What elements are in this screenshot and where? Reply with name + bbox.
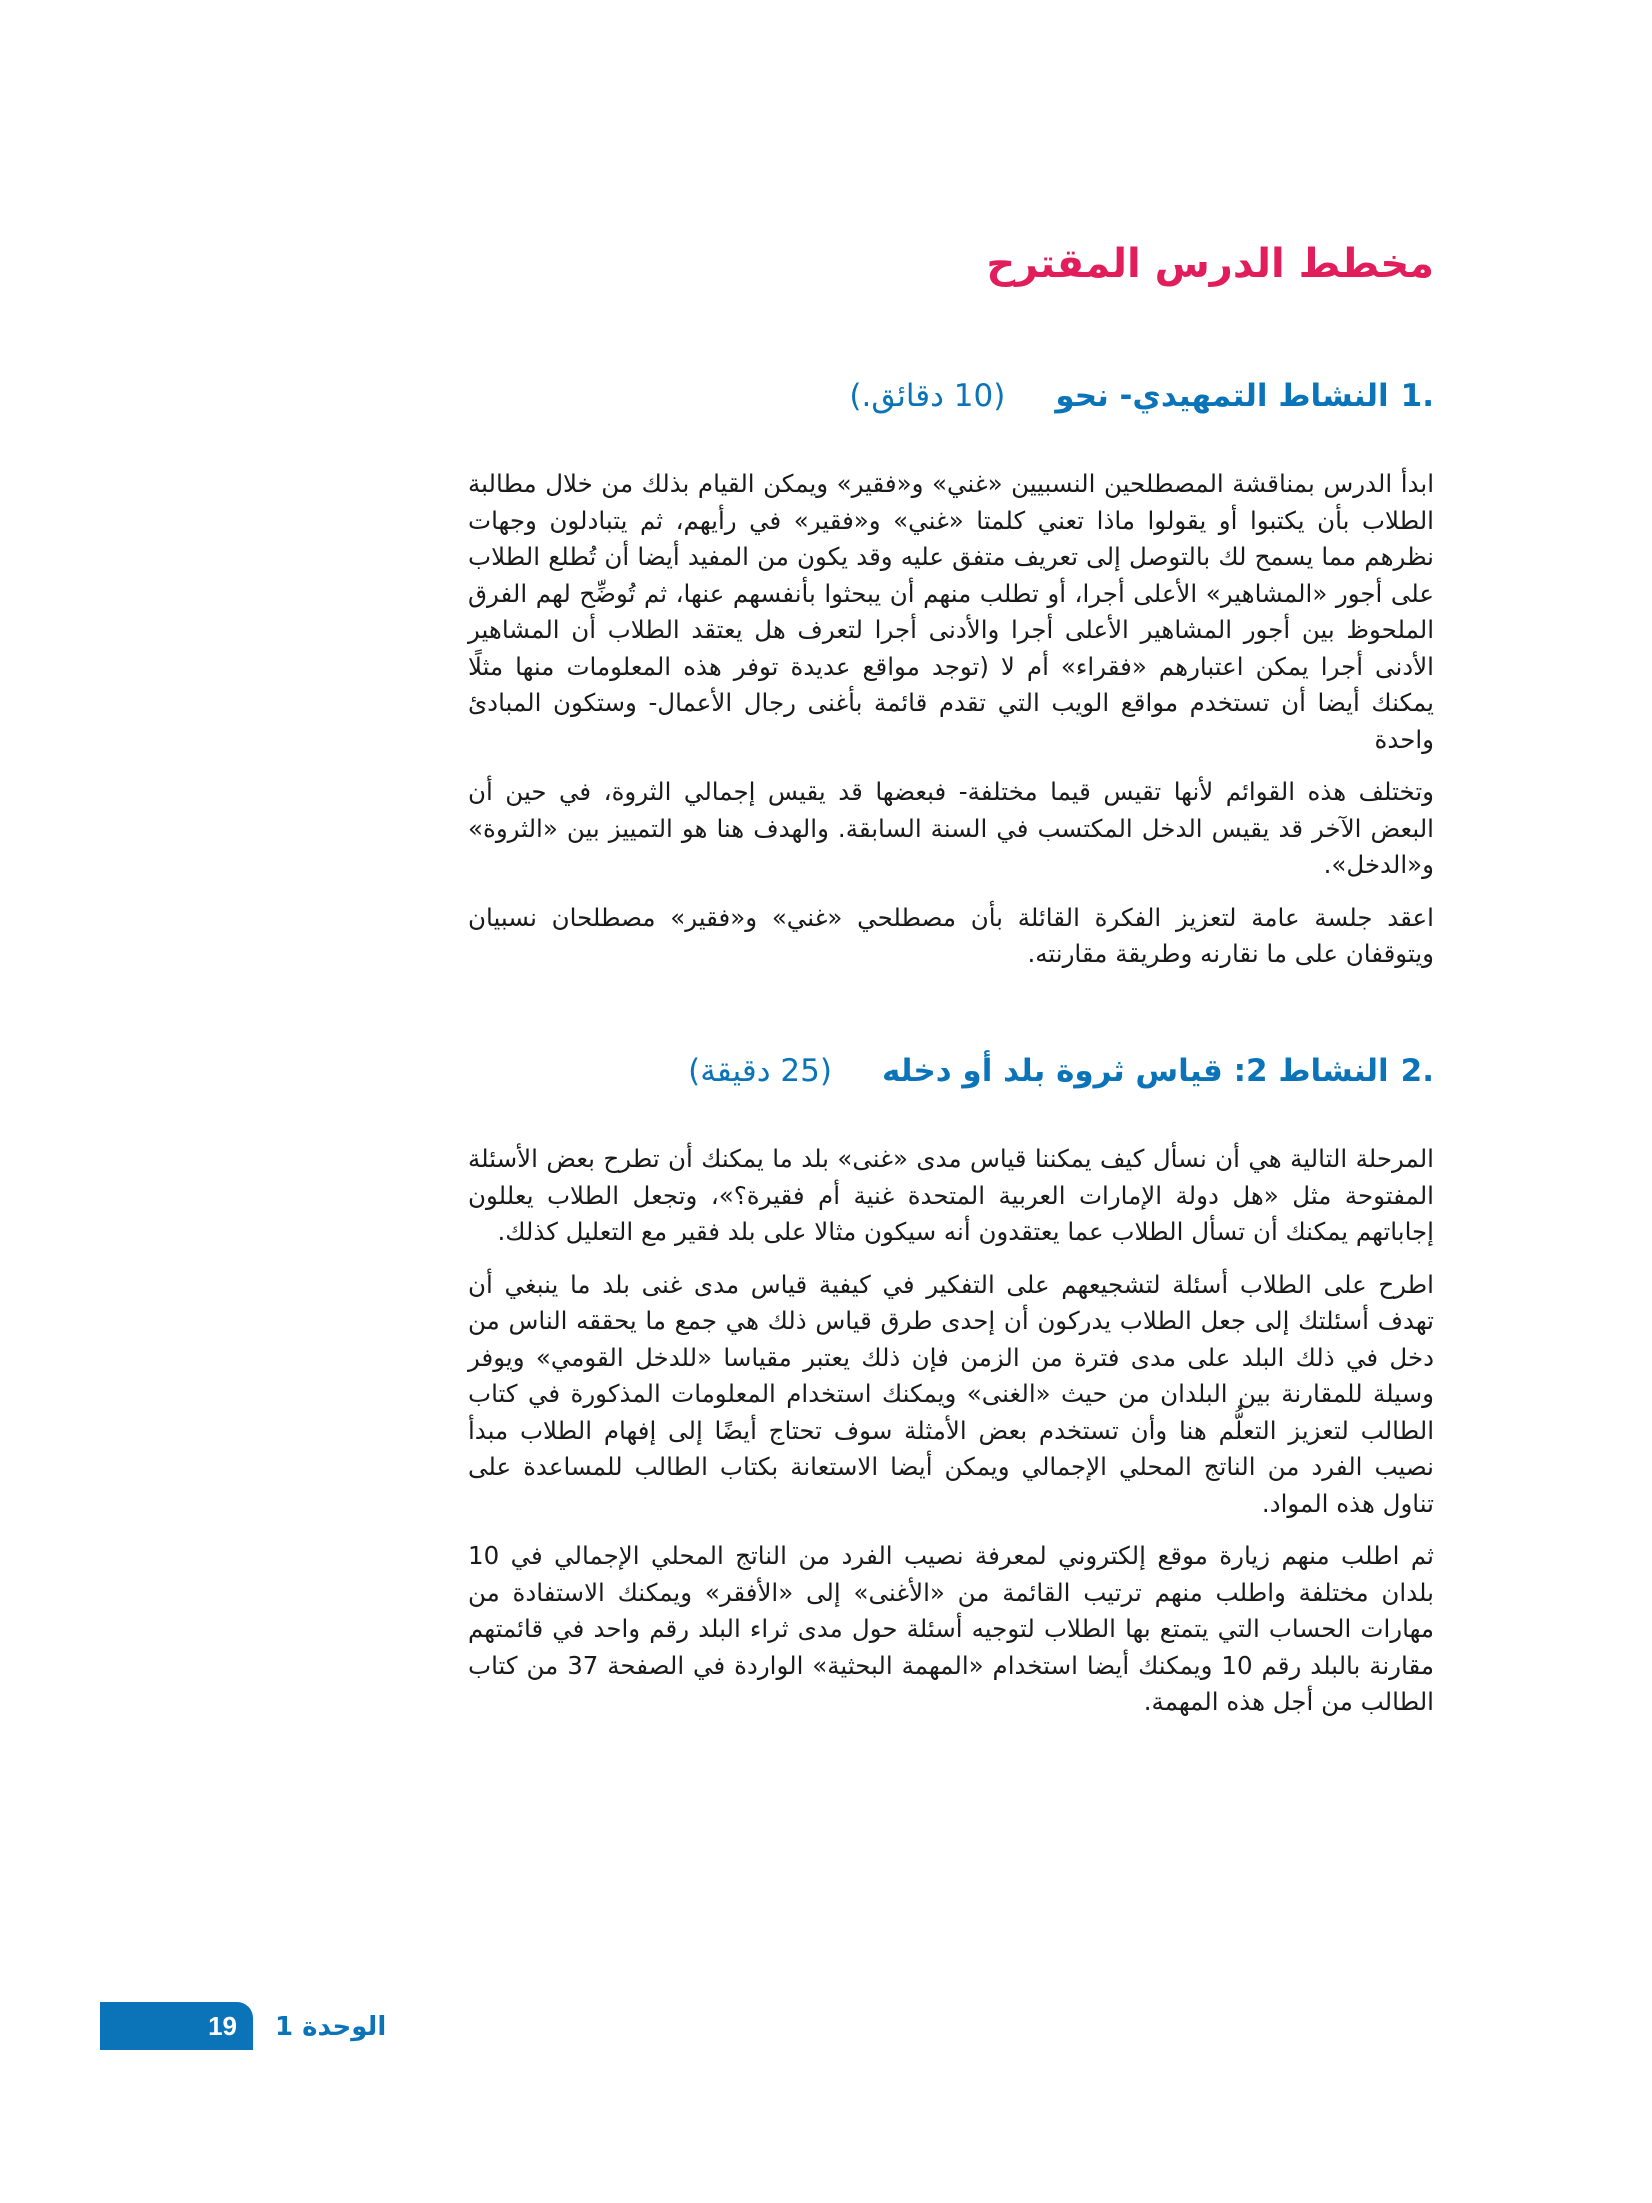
page-number-tab <box>100 2002 253 2050</box>
section-number: .1 <box>1400 378 1434 414</box>
page-number: 19 <box>208 2011 237 2041</box>
page-content <box>468 240 1434 1737</box>
section-spacer <box>468 989 1434 1051</box>
unit-label: الوحدة 1 <box>275 2012 387 2042</box>
section-duration: (25 دقيقة) <box>688 1052 832 1089</box>
paragraph: ثم اطلب منهم زيارة موقع إلكتروني لمعرفة نصيب الفرد من الناتج المحلي الإجمالي في 10 بلدان مختلفة واطلب منهم ترتيب القائمة من «الأغنى» إلى «الأفقر» ويمكنك الاستفادة من مهارات الحساب التي يتمتع بها الطلاب لتوجيه أسئلة حول مدى ثراء البلد رقم واحد في قائمتهم مقارنة بالبلد رقم 10 ويمكنك أيضا استخدام «المهمة البحثية» الواردة في الصفحة 37 من كتاب الطالب من أجل هذه المهمة. <box>468 1541 1434 1717</box>
paragraph: اطرح على الطلاب أسئلة لتشجيعهم على التفكير في كيفية قياس مدى غنى بلد ما ينبغي أن تهدف أسئلتك إلى جعل الطلاب يدركون أن إحدى طرق قياس ذلك هي جمع ما يحققه الناس من دخل في ذلك البلد على مدى فترة من الزمن فإن ذلك يعتبر مقياسا «للدخل القومي» ويوفر وسيلة للمقارنة بين البلدان من حيث «الغنى» ويمكنك استخدام المعلومات المذكورة في كتاب الطالب لتعزيز التعلُّم هنا وأن تستخدم بعض الأمثلة سوف تحتاج أيضًا إلى إفهام الطلاب مبدأ نصيب الفرد من الناتج المحلي الإجمالي ويمكن أيضا الاستعانة بكتاب الطالب للمساعدة على تناول هذه المواد. <box>468 1269 1434 1518</box>
section-title: النشاط 2: قياس ثروة بلد أو دخله <box>881 1052 1389 1089</box>
section-1 <box>468 376 1434 973</box>
paragraph: وتختلف هذه القوائم لأنها تقيس قيما مختلفة- فبعضها قد يقيس إجمالي الثروة، في حين أن البعض الآخر قد يقيس الدخل المكتسب في السنة السابقة. والهدف هنا هو التمييز بين «الثروة» و«الدخل». <box>468 777 1434 880</box>
paragraph: ابدأ الدرس بمناقشة المصطلحين النسبيين «غني» و«فقير» ويمكن القيام بذلك من خلال مطالبة الطلاب بأن يكتبوا أو يقولوا ماذا تعني كلمتا «غني» و«فقير» في رأيهم، ثم يتبادلون وجهات نظرهم مما يسمح لك بالتوصل إلى تعريف متفق عليه وقد يكون من المفيد أيضا أن تُطلع الطلاب على أجور «المشاهير» الأعلى أجرا، أو تطلب منهم أن يبحثوا بأنفسهم عنها، ثم تُوضِّح لهم الفرق الملحوظ بين أجور المشاهير الأعلى أجرا والأدنى أجرا لتعرف هل يعتقد الطلاب أن المشاهير الأدنى أجرا يمكن اعتبارهم «فقراء» أم لا (توجد مواقع عديدة توفر هذه المعلومات منها مثلًا يمكنك أيضا أن تستخدم مواقع الويب التي تقدم قائمة بأغنى رجال الأعمال- وستكون المبادئ واحدة <box>468 469 1434 754</box>
section-heading <box>468 376 1434 416</box>
section-duration: (10 دقائق.) <box>849 378 1006 414</box>
paragraph: اعقد جلسة عامة لتعزيز الفكرة القائلة بأن مصطلحي «غني» و«فقير» مصطلحان نسبيان ويتوقفان على ما نقارنه وطريقة مقارنته. <box>468 902 1434 969</box>
section-heading <box>468 1051 1434 1091</box>
page-title: مخطط الدرس المقترح <box>986 241 1434 287</box>
section-number: .2 <box>1400 1052 1434 1089</box>
paragraph: المرحلة التالية هي أن نسأل كيف يمكننا قياس مدى «غنى» بلد ما يمكنك أن تطرح بعض الأسئلة المفتوحة مثل «هل دولة الإمارات العربية المتحدة غنية أم فقيرة؟»، وتجعل الطلاب يعللون إجاباتهم يمكنك أن تسأل الطلاب عما يعتقدون أنه سيكون مثالا على بلد فقير مع التعليل كذلك. <box>468 1144 1434 1247</box>
page-footer <box>100 2002 420 2050</box>
section-2 <box>468 1051 1434 1721</box>
section-title: النشاط التمهيدي- نحو <box>1055 378 1389 414</box>
